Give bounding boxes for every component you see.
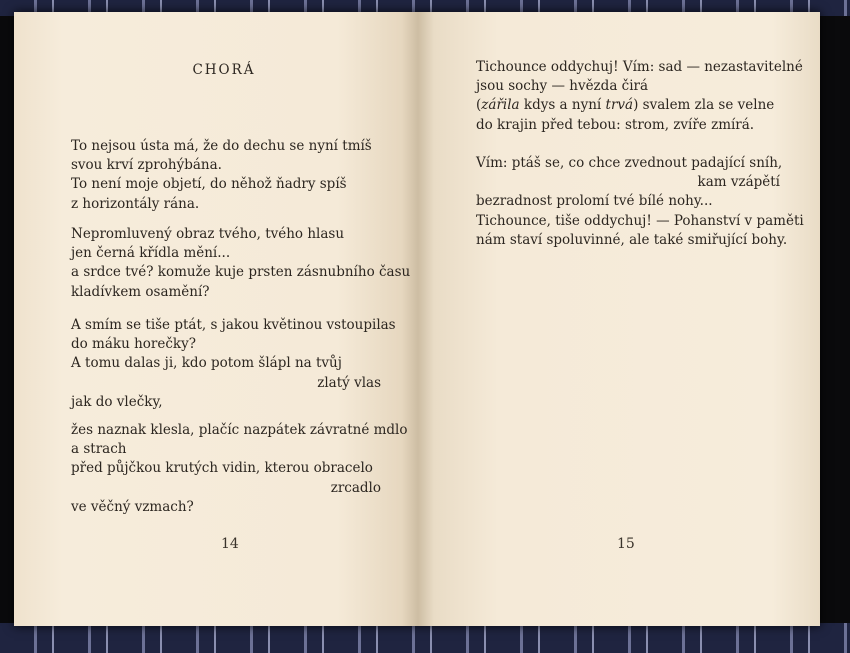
verse-text: (	[476, 97, 482, 114]
italic-word: zářila	[481, 97, 520, 114]
verse-line: svou krví zprohýbána.	[71, 157, 222, 174]
verse-line: do krajin před tebou: strom, zvíře zmírá.	[476, 116, 755, 133]
verse-line: nám staví spoluvinné, ale také smiřující bohy.	[476, 231, 788, 248]
verse-line: Tichounce, tiše oddychuj! — Pohanství v paměti	[476, 212, 804, 229]
verse-line: žes naznak klesla, plačíc nazpátek závratné mdlo	[71, 422, 408, 438]
verse-line: před půjčkou krutých vidin, kterou obracelo	[71, 460, 373, 477]
verse-text: kdys a nyní	[519, 97, 606, 114]
verse-line: To nejsou ústa má, že do dechu se nyní tmíš	[71, 138, 372, 154]
verse-line: a srdce tvé? komuže kuje prsten zásnubního času	[71, 264, 411, 281]
stanza-1	[71, 137, 381, 214]
verse-line: jak do vlečky,	[71, 393, 163, 410]
verse-line-indented: zlatý vlas	[317, 374, 381, 391]
verse-text: ) svalem zla se velne	[633, 97, 775, 114]
verse-line: To není moje objetí, do něhož ňadry spíš	[71, 176, 347, 193]
verse-line: Tichounce oddychuj! Vím: sad — nezastavitelné	[476, 59, 803, 75]
stanza-2	[476, 154, 804, 250]
page-number: 14	[221, 536, 239, 552]
cover-edge-bottom	[0, 623, 850, 653]
left-page	[14, 12, 418, 626]
verse-line: jsou sochy — hvězda čirá	[476, 78, 649, 95]
verse-line: A smím se tiše ptát, s jakou květinou vstoupilas	[71, 317, 396, 333]
right-page	[418, 12, 820, 626]
open-book	[14, 12, 820, 626]
verse-line: kladívkem osamění?	[71, 283, 210, 300]
verse-line: do máku horečky?	[71, 336, 196, 353]
stanza-4	[71, 421, 408, 517]
page-number: 15	[617, 536, 635, 552]
verse-line-indented: kam vzápětí	[697, 174, 780, 191]
verse-line: bezradnost prolomí tvé bílé nohy...	[476, 193, 713, 210]
poem-title: CHORÁ	[192, 62, 256, 78]
verse-line: jen černá křídla mění...	[71, 245, 231, 262]
stanza-2	[71, 225, 411, 302]
verse-line-indented: zrcadlo	[330, 479, 381, 496]
verse-line: a strach	[71, 441, 127, 458]
stanza-1	[476, 58, 803, 135]
italic-word: trvá	[605, 97, 634, 114]
verse-line: ve věčný vzmach?	[71, 498, 194, 515]
verse-line: Nepromluvený obraz tvého, tvého hlasu	[71, 226, 345, 242]
verse-line-with-italics	[476, 96, 780, 115]
verse-line: Vím: ptáš se, co chce zvednout padající sníh,	[476, 155, 783, 171]
stanza-3	[71, 316, 396, 412]
verse-line: z horizontály rána.	[71, 195, 200, 212]
verse-line: A tomu dalas ji, kdo potom šlápl na tvůj	[71, 355, 342, 372]
